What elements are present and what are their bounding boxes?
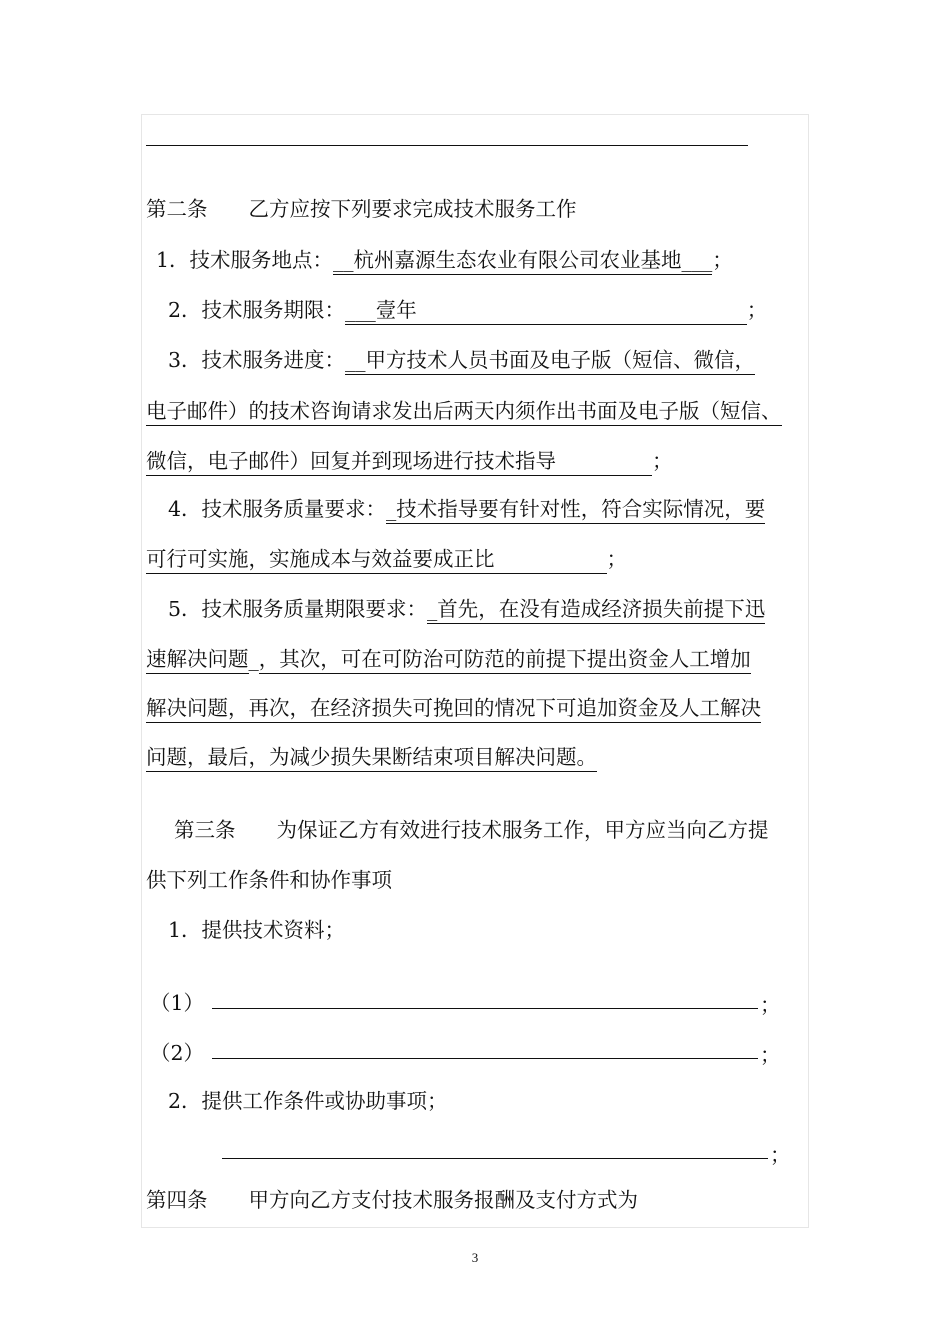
materials-entry-2-end: ； — [760, 1043, 781, 1067]
item-service-location: 1．技术服务地点：__杭州嘉源生态农业有限公司农业基地___； — [156, 247, 733, 273]
article-4-heading: 第四条 甲方向乙方支付技术服务报酬及支付方式为 — [146, 1188, 638, 1212]
item-service-progress-line3: 微信，电子邮件）回复并到现场进行技术指导 ； — [146, 448, 673, 474]
item-quality-requirement-line2: 可行可实施，实施成本与效益要成正比 ； — [146, 546, 627, 572]
work-conditions-blank — [222, 1158, 768, 1159]
item-service-period: 2．技术服务期限：___壹年 ； — [168, 297, 767, 323]
materials-entry-1: （1） — [150, 991, 205, 1015]
materials-entry-1-blank — [212, 1008, 758, 1009]
page-number: 3 — [471, 1250, 479, 1265]
top-blank-line — [146, 145, 748, 146]
item-quality-period-line3: 解决问题，再次，在经济损失可挽回的情况下可追加资金及人工解决 — [146, 695, 761, 721]
item-technical-materials: 1．提供技术资料； — [168, 918, 346, 942]
item-work-conditions: 2．提供工作条件或协助事项； — [168, 1089, 448, 1113]
materials-entry-1-end: ； — [760, 993, 781, 1017]
item-quality-period-line2: 速解决问题_，其次，可在可防治可防范的前提下提出资金人工增加 — [146, 646, 751, 672]
item-quality-requirement: 4．技术服务质量要求：_技术指导要有针对性，符合实际情况，要 — [168, 496, 765, 522]
article-2-heading: 第二条 乙方应按下列要求完成技术服务工作 — [146, 197, 577, 221]
item-service-progress-line2: 电子邮件）的技术咨询请求发出后两天内须作出书面及电子版（短信、 — [146, 398, 782, 424]
item-service-progress: 3．技术服务进度：__甲方技术人员书面及电子版（短信、微信， — [168, 347, 755, 373]
materials-entry-2: （2） — [150, 1041, 205, 1065]
materials-entry-2-blank — [212, 1058, 758, 1059]
item-quality-period: 5．技术服务质量期限要求：_首先，在没有造成经济损失前提下迅 — [168, 596, 765, 622]
article-3-heading-line2: 供下列工作条件和协作事项 — [146, 868, 392, 892]
work-conditions-end: ； — [770, 1143, 791, 1167]
article-3-heading: 第三条 为保证乙方有效进行技术服务工作，甲方应当向乙方提 — [174, 818, 769, 842]
item-quality-period-line4: 问题，最后，为减少损失果断结束项目解决问题。 — [146, 744, 597, 770]
